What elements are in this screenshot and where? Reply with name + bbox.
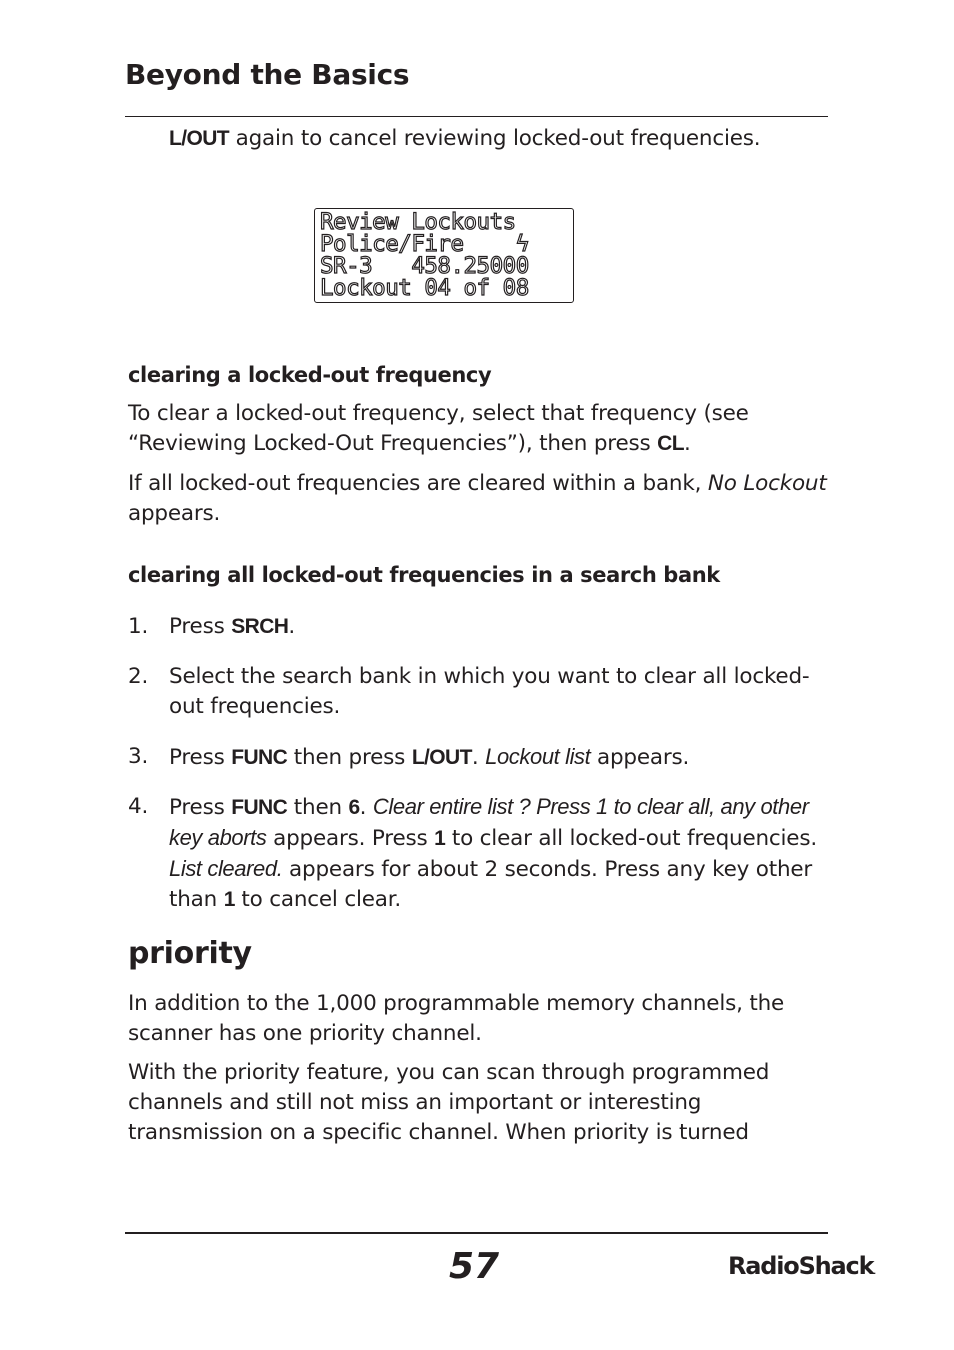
step-text-part: to clear all locked-out frequencies. xyxy=(445,826,817,851)
subheading-clear-locked: clearing a locked-out frequency xyxy=(128,363,492,387)
key-6: 6 xyxy=(348,796,360,819)
lcd-line-2: Police/Fire ϟ xyxy=(320,231,529,257)
key-srch: SRCH xyxy=(231,615,289,638)
key-1: 1 xyxy=(223,888,235,911)
brand-name: RadioShack xyxy=(728,1252,874,1280)
step-text xyxy=(169,742,829,773)
message-clear-entire-list: Clear entire list ? Press 1 to clear all, any other key aborts xyxy=(169,794,809,850)
step-text-part: then press xyxy=(287,745,412,770)
footer-rule xyxy=(125,1232,828,1234)
brand-mark: . xyxy=(873,1268,876,1276)
running-header: Beyond the Basics xyxy=(125,58,410,91)
lcd-display xyxy=(314,208,574,303)
paragraph-clear-locked xyxy=(128,399,838,459)
brand-logo xyxy=(728,1252,876,1280)
page-number: 57 xyxy=(449,1246,500,1287)
step-text-part: Press xyxy=(169,795,232,820)
key-func: FUNC xyxy=(231,746,288,769)
key-1: 1 xyxy=(434,827,446,850)
step-text-part: Press xyxy=(169,745,232,770)
step-text-part: appears for about 2 seconds. Press any key other than xyxy=(169,857,813,912)
step-text xyxy=(169,792,829,915)
paragraph-text: To clear a locked-out frequency, select that frequency (see “Reviewing Locked-Out Frequencies”), then press xyxy=(128,401,749,456)
step-text-part: appears. Press xyxy=(266,826,435,851)
paragraph-priority-1: In addition to the 1,000 programmable memory channels, the scanner has one priority channel. xyxy=(128,991,785,1046)
step-text xyxy=(169,612,829,642)
lcd-line-4: Lockout 04 of 08 xyxy=(320,275,529,301)
key-lout: L/OUT xyxy=(411,746,472,769)
paragraph-text: . xyxy=(683,431,691,456)
section-title-priority: priority xyxy=(128,936,252,971)
intro-text-body: again to cancel reviewing locked-out frequencies. xyxy=(229,126,761,151)
paragraph-priority-2: With the priority feature, you can scan through programmed channels and still not miss an important or interesting transmission on a specific channel. When priority is turned xyxy=(128,1060,770,1145)
lcd-line-3: SR-3 458.25000 xyxy=(320,253,529,279)
paragraph-text: If all locked-out frequencies are cleared within a bank, xyxy=(128,471,708,496)
key-cl: CL xyxy=(657,432,684,455)
paragraph-no-lockout xyxy=(128,469,838,529)
message-no-lockout: No Lockout xyxy=(707,471,827,496)
step-number: 1. xyxy=(128,614,149,639)
step-number: 2. xyxy=(128,664,149,689)
message-lockout-list: Lockout list xyxy=(485,744,591,769)
message-list-cleared: List cleared. xyxy=(169,856,283,881)
step-text-part: Press xyxy=(169,614,232,639)
paragraph-text: appears. xyxy=(128,501,221,526)
step-text-part: . xyxy=(288,614,295,639)
step-text-part: . xyxy=(359,795,373,820)
subheading-clear-all: clearing all locked-out frequencies in a search bank xyxy=(128,563,720,587)
key-func: FUNC xyxy=(231,796,288,819)
step-text-part: to cancel clear. xyxy=(234,887,402,912)
step-text: Select the search bank in which you want to clear all locked-out frequencies. xyxy=(169,664,810,719)
step-text-part: . xyxy=(471,745,486,770)
step-text-part: then xyxy=(287,795,349,820)
intro-text xyxy=(169,124,760,154)
lcd-line-1: Review Lockouts xyxy=(320,209,516,235)
key-lout: L/OUT xyxy=(169,127,229,150)
header-rule xyxy=(125,116,828,117)
step-number: 3. xyxy=(128,744,149,769)
step-number: 4. xyxy=(128,794,149,819)
step-text-part: appears. xyxy=(590,745,690,770)
